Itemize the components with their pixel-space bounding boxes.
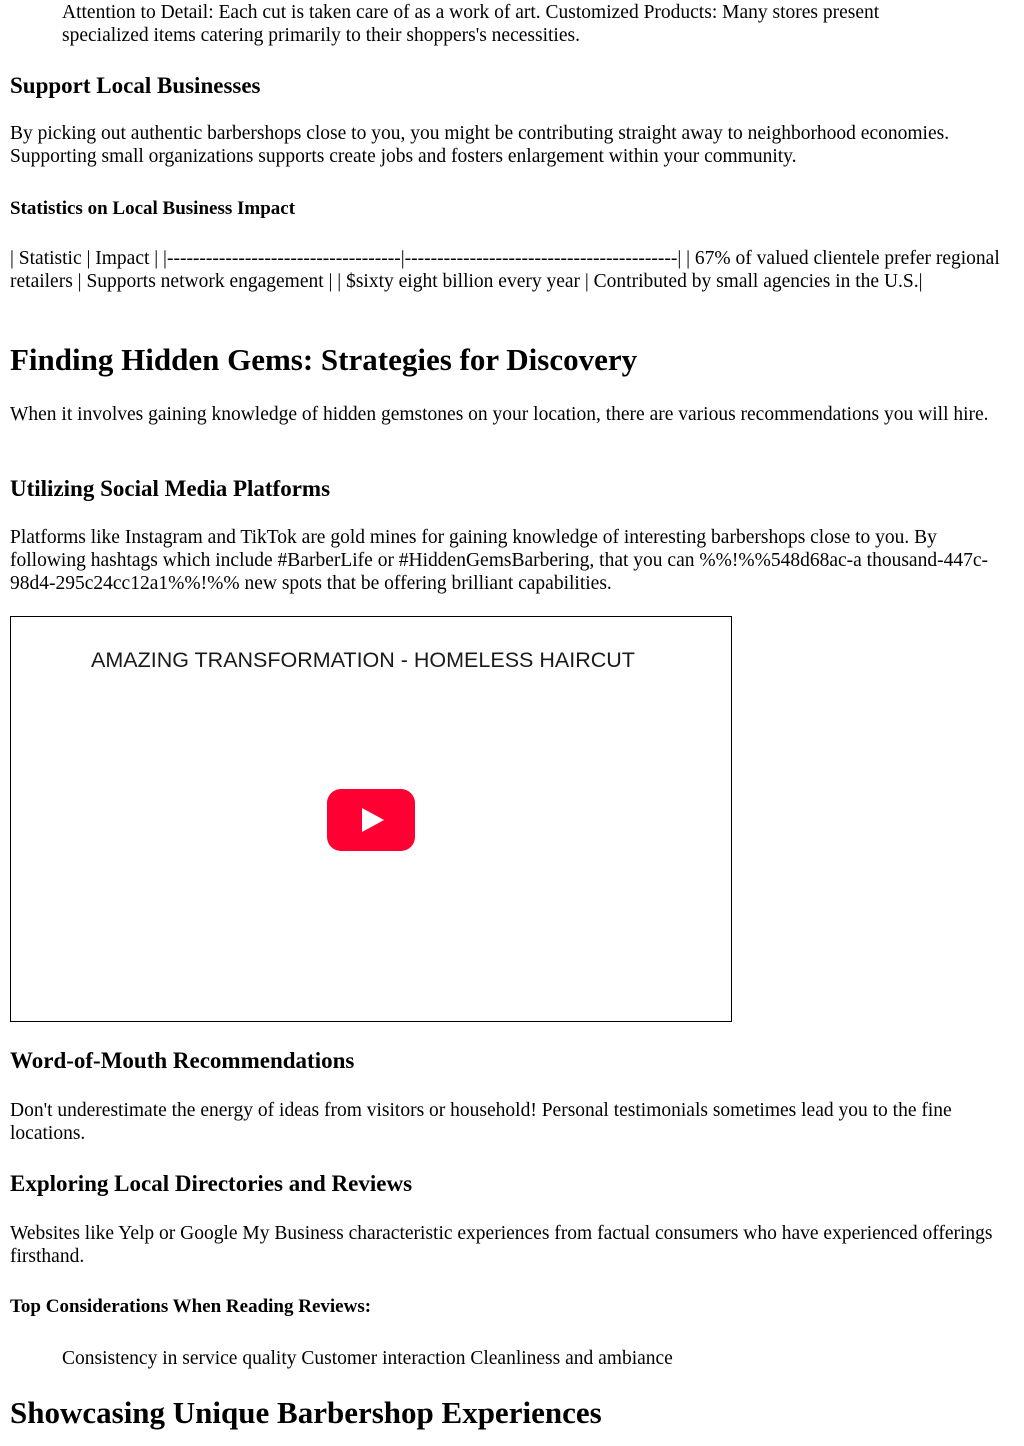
social-heading: Utilizing Social Media Platforms — [10, 476, 331, 501]
support-paragraph: By picking out authentic barbershops close to you, you might be contributing straight away to neighborhood economies. Supporting small organizations supports create jobs and fosters enlargement within your community. — [10, 123, 950, 167]
considerations-blockquote: Consistency in service quality Customer interaction Cleanliness and ambiance — [62, 1348, 673, 1369]
stats-heading: Statistics on Local Business Impact — [10, 198, 296, 219]
intro-blockquote: Attention to Detail: Each cut is taken care of as a work of art. Customized Products: Many stores present specialized items catering primarily to their shoppers's necessities. — [62, 2, 880, 46]
video-title[interactable]: AMAZING TRANSFORMATION - HOMELESS HAIRCUT — [91, 648, 635, 672]
considerations-heading: Top Considerations When Reading Reviews: — [10, 1296, 372, 1317]
social-paragraph: Platforms like Instagram and TikTok are gold mines for gaining knowledge of interesting barbershops close to you. By following hashtags which include #BarberLife or #HiddenGemsBarbering, that you can %%!%%548d68ac-a thousand-447c-98d4-295c24cc12a1%%!%% new spots that be offering brilliant capabilities. — [10, 527, 988, 594]
word-of-mouth-paragraph: Don't underestimate the energy of ideas from visitors or household! Personal testimonials sometimes lead you to the fine locations. — [10, 1100, 952, 1144]
support-heading: Support Local Businesses — [10, 73, 261, 98]
directories-paragraph: Websites like Yelp or Google My Business characteristic experiences from factual consumers who have experienced offerings firsthand. — [10, 1223, 993, 1267]
video-embed[interactable] — [10, 616, 732, 1022]
stats-paragraph: | Statistic | Impact | |------------------------------------|------------------------------------------| | 67% of valued clientele prefer regional retailers | Supports network engagement | | $sixty eight billion every year | Contributed by small agencies in the U.S.| — [10, 248, 1000, 292]
word-of-mouth-heading: Word-of-Mouth Recommendations — [10, 1048, 355, 1073]
finding-paragraph: When it involves gaining knowledge of hidden gemstones on your location, there are various recommendations you will hire. — [10, 404, 989, 425]
showcasing-heading: Showcasing Unique Barbershop Experiences — [10, 1395, 602, 1430]
finding-heading: Finding Hidden Gems: Strategies for Discovery — [10, 342, 638, 377]
directories-heading: Exploring Local Directories and Reviews — [10, 1171, 413, 1196]
youtube-play-icon[interactable] — [327, 789, 415, 851]
